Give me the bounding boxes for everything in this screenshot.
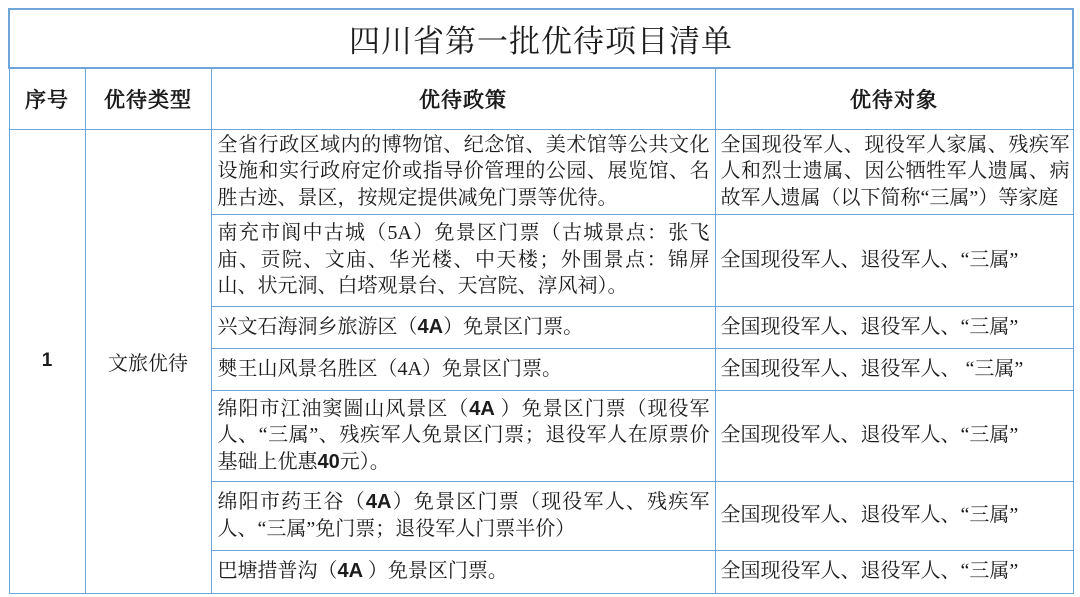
policy-cell [211, 306, 715, 348]
preferential-list-table [8, 8, 1074, 594]
policy-cell [211, 214, 715, 306]
header-no [9, 68, 85, 129]
header-row [9, 68, 1073, 129]
policy-text: 兴文石海洞乡旅游区（ [217, 315, 418, 338]
title-row [9, 9, 1073, 68]
policy-cell [211, 390, 715, 481]
target-text: 全国现役军人、退役军人、“三属” [720, 424, 1019, 447]
policy-cell [211, 550, 715, 593]
table-row [9, 129, 1073, 214]
policy-text: ）免景区门票（现役军人、残疾军人、“三属”免门票；退役军人门票半价） [217, 491, 710, 540]
row-number: 1 [41, 350, 53, 371]
policy-cell [211, 481, 715, 550]
target-text: 全国现役军人、退役军人、“三属” [720, 248, 1019, 271]
header-policy [211, 68, 715, 129]
target-text: 全国现役军人、退役军人、“三属” [720, 560, 1019, 583]
header-target-label: 优待对象 [850, 88, 938, 112]
header-target [715, 68, 1073, 129]
header-no-label: 序号 [25, 88, 69, 112]
discount-amount: 40 [317, 450, 340, 473]
policy-text: 全省行政区域内的博物馆、纪念馆、美术馆等公共文化设施和实行政府定价或指导价管理的公园、展览馆、名胜古迹、景区，按规定提供减免门票等优待。 [217, 133, 710, 209]
target-text: 全国现役军人、退役军人、“三属” [720, 504, 1019, 527]
title-cell [9, 9, 1073, 68]
target-cell [715, 348, 1073, 390]
page-title: 四川省第一批优待项目清单 [349, 24, 733, 59]
header-type [85, 68, 211, 129]
target-cell [715, 306, 1073, 348]
header-policy-label: 优待政策 [419, 88, 507, 112]
policy-text: ）免景区门票（现役军人、“三属”、残疾军人免景区门票；退役军人在原票价基础上优惠 [217, 397, 710, 473]
policy-text: 绵阳市江油窦圌山风景区（ [217, 397, 470, 420]
target-cell [715, 129, 1073, 214]
policy-text: 僰王山风景名胜区（4A）免景区门票。 [217, 357, 562, 380]
target-cell [715, 214, 1073, 306]
header-type-label: 优待类型 [104, 88, 192, 112]
scenic-rating: 4A [469, 397, 501, 420]
policy-text: ）免景区门票。 [443, 315, 584, 338]
target-text: 全国现役军人、退役军人、“三属” [720, 315, 1019, 338]
scenic-rating: 4A [417, 315, 444, 338]
category-cell [85, 129, 211, 593]
row-number-cell [9, 129, 85, 593]
target-text: 全国现役军人、退役军人、 “三属” [720, 357, 1024, 380]
policy-text: 绵阳市药王谷（ [217, 491, 366, 513]
policy-text: 巴塘措普沟（ [217, 560, 338, 583]
scenic-rating: 4A [365, 491, 392, 513]
policy-text: 南充市阆中古城（5A）免景区门票（古城景点：张飞庙、贡院、文庙、华光楼、中天楼；外围景点：锦屏山、状元洞、白塔观景台、天宫院、淳风祠）。 [217, 222, 710, 298]
scenic-rating: 4A [337, 560, 368, 583]
category-label: 文旅优待 [108, 352, 188, 375]
policy-text: 元）。 [339, 450, 390, 473]
target-cell [715, 481, 1073, 550]
target-text: 全国现役军人、现役军人家属、残疾军人和烈士遗属、因公牺牲军人遗属、病故军人遗属（以下简称“三属”）等家庭 [720, 133, 1070, 209]
target-cell [715, 550, 1073, 593]
target-cell [715, 390, 1073, 481]
policy-cell [211, 129, 715, 214]
policy-cell [211, 348, 715, 390]
policy-text: ）免景区门票。 [367, 560, 508, 583]
